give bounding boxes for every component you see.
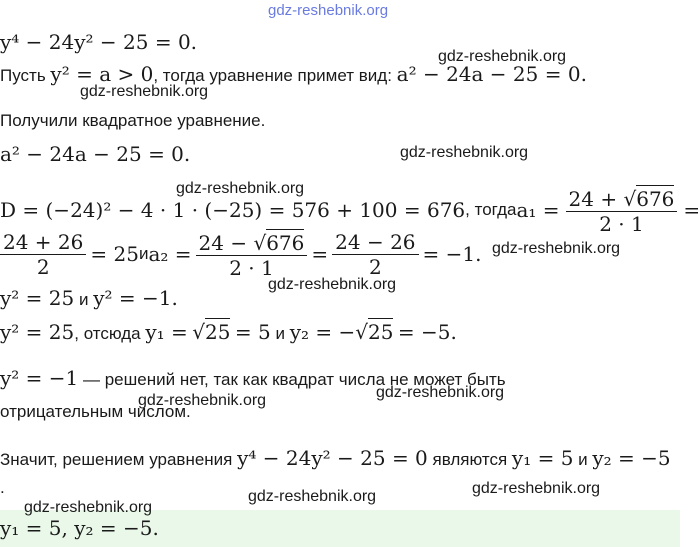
watermark: gdz-reshebnik.org: [492, 240, 621, 257]
text-are: являются: [427, 450, 512, 469]
watermark: gdz-reshebnik.org: [376, 384, 505, 401]
watermark: gdz-reshebnik.org: [268, 276, 397, 293]
fraction-a1-value: [0, 230, 86, 279]
radicand: 676: [266, 230, 305, 255]
equation-original: y⁴ − 24y² − 25 = 0.: [0, 30, 198, 54]
watermark: gdz-reshebnik.org: [176, 180, 305, 197]
trailing-period: .: [0, 478, 5, 497]
y-roots-line: [0, 318, 457, 344]
fraction-numerator: 24 + 26: [0, 230, 86, 255]
roots-a-line: [0, 229, 482, 280]
quadratic-note: Получили квадратное уравнение.: [0, 111, 266, 130]
math-equals: =: [683, 198, 700, 222]
watermark-top: gdz-reshebnik.org: [268, 2, 389, 19]
text-hence: , отсюда: [74, 324, 146, 343]
fraction-denominator: 2 · 1: [229, 255, 274, 280]
math-y2-result: = −5.: [397, 320, 457, 344]
math-y1-result: = 5: [234, 320, 271, 344]
math-discriminant: D = (−24)² − 4 · 1 · (−25) = 576 + 100 = 676: [0, 198, 466, 222]
math-a2: a₂ =: [148, 242, 192, 266]
text-and: и: [573, 450, 593, 469]
math-substitution: y² = a > 0: [50, 62, 154, 86]
text-let: Пусть: [0, 66, 51, 85]
math-a1-result: = 25: [90, 242, 139, 266]
text-therefore: Значит, решением уравнения: [0, 450, 238, 469]
text-and: и: [138, 244, 149, 263]
text-then: , тогда уравнение примет вид:: [153, 66, 397, 85]
numerator-part: 24 +: [568, 186, 618, 211]
math-y2-25: y² = 25: [0, 286, 75, 310]
math-y2-minus5: y₂ = −5: [592, 446, 671, 470]
math-y1-5: y₁ = 5: [511, 446, 574, 470]
quadratic-equation: a² − 24a − 25 = 0.: [0, 142, 191, 166]
math-original-equation: y⁴ − 24y² − 25 = 0: [237, 446, 428, 470]
sqrt: √25: [192, 320, 231, 344]
math-a1: a₁ =: [516, 198, 560, 222]
back-substitution-line: [0, 286, 178, 310]
math-equals: =: [311, 242, 329, 266]
sqrt: √676: [253, 230, 305, 255]
fraction-numerator: [566, 185, 678, 212]
negative-number-text: отрицательным числом.: [0, 402, 191, 421]
radicand: 25: [368, 320, 394, 344]
watermark: gdz-reshebnik.org: [24, 499, 153, 516]
watermark: gdz-reshebnik.org: [80, 83, 209, 100]
text-then: , тогда: [465, 200, 517, 219]
text-and: и: [74, 290, 94, 309]
numerator-part: 24 −: [198, 230, 248, 255]
text-no-solution: — решений нет, так как квадрат числа не может быть: [78, 370, 506, 389]
answer-equation: y₁ = 5, y₂ = −5.: [0, 516, 159, 540]
sqrt: √25: [355, 320, 394, 344]
fraction-numerator: [196, 229, 308, 256]
watermark: gdz-reshebnik.org: [138, 392, 267, 409]
math-y2-25: y² = 25: [0, 320, 75, 344]
fraction-denominator: 2 · 1: [599, 211, 644, 236]
math-y2-minus1: y² = −1: [0, 366, 79, 390]
fraction-numerator: 24 − 26: [332, 230, 418, 255]
math-new-equation: a² − 24a − 25 = 0.: [396, 62, 587, 86]
watermark: gdz-reshebnik.org: [248, 488, 377, 505]
math-y1: y₁ =: [145, 320, 188, 344]
watermark: gdz-reshebnik.org: [438, 48, 567, 65]
fraction-a2-value: [332, 230, 418, 279]
fraction-denominator: 2: [368, 254, 382, 279]
fraction-a1: [566, 185, 678, 236]
math-a2-result: = −1.: [422, 242, 482, 266]
radicand: 25: [205, 320, 231, 344]
text-and: и: [270, 324, 290, 343]
fraction-denominator: 2: [36, 254, 50, 279]
conclusion-line: [0, 446, 671, 470]
watermark: gdz-reshebnik.org: [472, 480, 601, 497]
radicand: 676: [636, 186, 675, 211]
fraction-a2: [196, 229, 308, 280]
math-y2: y₂ = −: [289, 320, 356, 344]
sqrt: √676: [623, 186, 675, 211]
math-y2-minus1: y² = −1.: [93, 286, 178, 310]
watermark: gdz-reshebnik.org: [400, 144, 529, 161]
